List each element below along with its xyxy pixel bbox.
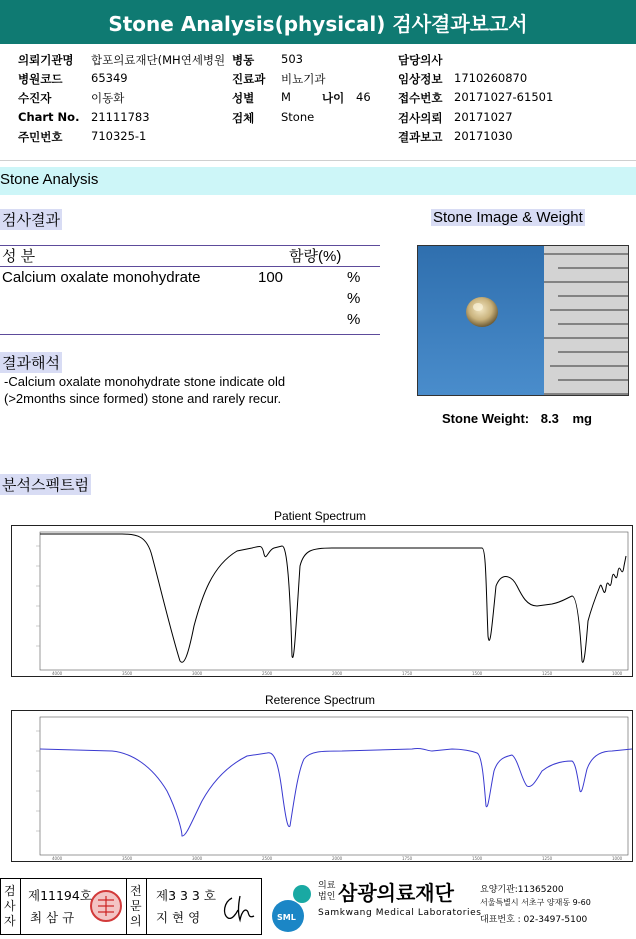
- svg-text:1000: 1000: [612, 671, 623, 676]
- hospital-code-label: 병원코드: [18, 72, 63, 86]
- report-date-label: 결과보고: [398, 130, 443, 144]
- patient-value: 이동화: [91, 91, 125, 105]
- col-component-header: 성 분: [2, 248, 36, 265]
- svg-text:3000: 3000: [192, 671, 203, 676]
- institution-value: 합포의료재단(MH연세병원: [91, 53, 226, 67]
- patient-spectrum-svg: [12, 526, 632, 676]
- specimen-label: 검체: [232, 111, 255, 125]
- svg-text:1500: 1500: [472, 671, 483, 676]
- age-value: 46: [356, 90, 371, 104]
- dept-value: 비뇨기과: [281, 72, 326, 86]
- sml-logo-icon: [268, 880, 318, 934]
- interpretation-line-1: -Calcium oxalate monohydrate stone indicate old: [4, 374, 286, 389]
- institution-label: 의뢰기관명: [18, 53, 74, 67]
- specialist-signature-icon: [218, 892, 258, 926]
- interpretation-line-2: (>2months since formed) stone and rarely recur.: [4, 391, 282, 406]
- chart-no-value: 21111783: [91, 110, 150, 124]
- specialist-label: 전문의: [130, 884, 142, 928]
- ward-value: 503: [281, 52, 303, 66]
- org-address: 서울특별시 서초구 양재동 9-60: [480, 898, 591, 907]
- stone-weight-unit: mg: [572, 411, 592, 426]
- table-row-unit: %: [347, 269, 361, 286]
- svg-text:1750: 1750: [402, 671, 413, 676]
- org-phone: 대표번호 : 02-3497-5100: [480, 915, 588, 925]
- request-date-label: 검사의뢰: [398, 111, 443, 125]
- svg-text:2000: 2000: [332, 671, 343, 676]
- svg-text:1000: 1000: [612, 856, 623, 861]
- svg-text:1250: 1250: [542, 671, 553, 676]
- table-row-unit: %: [347, 311, 361, 328]
- ward-label: 병동: [232, 53, 255, 67]
- examiner-label: 검사자: [4, 884, 16, 928]
- report-date-value: 20171030: [454, 129, 513, 143]
- patient-spectrum-line: [40, 534, 626, 662]
- svg-text:4000: 4000: [52, 856, 63, 861]
- svg-text:1250: 1250: [542, 856, 553, 861]
- spectrum-heading: 분석스펙트럼: [0, 474, 91, 495]
- sex-label: 성별: [232, 91, 255, 105]
- svg-text:1750: 1750: [402, 856, 413, 861]
- stone-photo: [417, 245, 629, 396]
- clinical-info-value: 1710260870: [454, 71, 528, 85]
- org-prefix: 의료 법인: [318, 881, 336, 902]
- table-row-value: 100: [258, 269, 284, 286]
- request-date-value: 20171027: [454, 110, 513, 124]
- resident-no-value: 710325-1: [91, 129, 147, 143]
- table-row-component: Calcium oxalate monohydrate: [2, 269, 201, 286]
- patient-spectrum-plot: [11, 525, 633, 677]
- table-row-unit: %: [347, 290, 361, 307]
- svg-text:3500: 3500: [122, 856, 133, 861]
- svg-text:3000: 3000: [192, 856, 203, 861]
- table-bottom-rule: [0, 334, 380, 335]
- stone-weight-label: Stone Weight:: [442, 411, 530, 426]
- patient-label: 수진자: [18, 91, 52, 105]
- age-label: 나이: [322, 91, 345, 105]
- clinical-info-label: 임상정보: [398, 72, 443, 86]
- institution-code: 요양기관:11365200: [480, 885, 564, 895]
- report-title: Stone Analysis(physical) 검사결과보고서: [0, 0, 636, 44]
- examiner-seal-icon: [90, 890, 122, 922]
- doctor-label: 담당의사: [398, 53, 443, 67]
- svg-text:2500: 2500: [262, 671, 273, 676]
- reference-spectrum-line: [40, 748, 632, 836]
- svg-text:4000: 4000: [52, 671, 63, 676]
- patient-spectrum-title: Patient Spectrum: [274, 509, 367, 523]
- stone-shape: [466, 297, 498, 327]
- svg-text:2000: 2000: [332, 856, 343, 861]
- interpretation-text: [4, 373, 374, 407]
- reception-label: 접수번호: [398, 91, 443, 105]
- examiner-license-no: 제11194호: [28, 888, 92, 903]
- section-header: [0, 167, 636, 195]
- specialist-name: 지 현 영: [156, 910, 201, 925]
- table-header-rule: [0, 266, 380, 267]
- chart-no-label: Chart No.: [18, 110, 80, 124]
- col-content-header: 함량(%): [289, 248, 342, 265]
- org-english-name: Samkwang Medical Laboratories: [318, 908, 482, 918]
- dept-label: 진료과: [232, 72, 266, 86]
- specialist-license-no: 제3 3 3 호: [156, 888, 216, 903]
- org-name: 삼광의료재단: [338, 881, 454, 905]
- reception-value: 20171027-61501: [454, 90, 554, 104]
- reference-spectrum-title: Reterence Spectrum: [265, 693, 376, 707]
- reference-spectrum-svg: [12, 711, 632, 861]
- stone-weight: [442, 411, 592, 426]
- stone-weight-value: 8.3: [540, 411, 559, 426]
- svg-text:3500: 3500: [122, 671, 133, 676]
- sex-value: M: [281, 90, 291, 104]
- svg-text:SML: SML: [277, 913, 296, 922]
- signature-footer: [0, 876, 636, 939]
- interpretation-heading: 결과해석: [0, 352, 62, 373]
- reference-spectrum-plot: [11, 710, 633, 862]
- divider: [0, 160, 636, 161]
- section-title: Stone Analysis: [0, 171, 99, 188]
- svg-text:1500: 1500: [472, 856, 483, 861]
- stone-photo-drawing: [418, 246, 629, 396]
- stone-image-heading: Stone Image & Weight: [433, 209, 583, 226]
- composition-table: [0, 243, 380, 337]
- svg-text:2500: 2500: [262, 856, 273, 861]
- resident-no-label: 주민번호: [18, 130, 63, 144]
- specimen-value: Stone: [281, 110, 315, 124]
- hospital-code-value: 65349: [91, 71, 128, 85]
- results-heading: 검사결과: [0, 209, 62, 230]
- examiner-name: 최 삼 규: [30, 910, 75, 925]
- patient-info: [18, 52, 628, 147]
